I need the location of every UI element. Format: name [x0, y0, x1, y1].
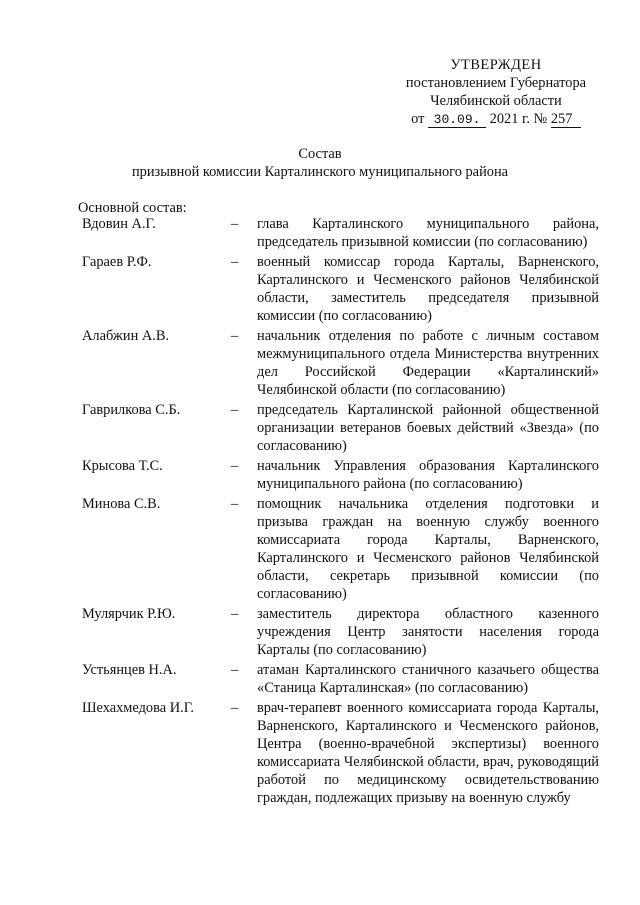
member-role: атаман Карталинского станичного казачьего общества «Станица Карталинская» (по согласованию)	[257, 662, 599, 696]
member-row	[0, 699, 640, 807]
heading-line-2: призывной комиссии Карталинского муниципального района	[131, 164, 509, 180]
member-name: Алабжин А.В.	[82, 328, 170, 344]
member-name: Минова С.В.	[82, 496, 161, 512]
approval-title: УТВЕРЖДЕН	[450, 57, 542, 73]
approval-date: 30.09.	[428, 112, 486, 128]
member-dash: –	[231, 254, 239, 270]
member-row	[0, 253, 640, 325]
member-row	[0, 605, 640, 659]
member-name: Крысова Т.С.	[82, 458, 163, 474]
member-name: Устьянцев Н.А.	[82, 662, 177, 678]
member-role: военный комиссар города Карталы, Варненского, Карталинского и Чесменского районов Челябинской области, заместитель председателя призывной комиссии (по согласованию)	[257, 254, 599, 324]
member-row	[0, 457, 640, 493]
member-row	[0, 495, 640, 603]
approval-prefix: от	[411, 111, 425, 127]
member-row	[0, 215, 640, 251]
approval-date-line	[396, 110, 596, 128]
member-dash: –	[231, 496, 239, 512]
member-row	[0, 661, 640, 697]
member-dash: –	[231, 700, 239, 716]
member-dash: –	[231, 662, 239, 678]
member-role: глава Карталинского муниципального района, председатель призывной комиссии (по согласованию)	[257, 216, 599, 250]
member-row	[0, 327, 640, 399]
member-role: председатель Карталинской районной общественной организации ветеранов боевых действий «Звезда» (по согласованию)	[257, 402, 599, 454]
member-name: Шехахмедова И.Г.	[82, 700, 194, 716]
member-role: врач-терапевт военного комиссариата города Карталы, Варненского, Карталинского и Чесменского районов, Центра (военно-врачебной экспертизы) военного комиссариата Челябинской области, врач, руководящий работой по медицинскому освидетельствованию граждан, подлежащих призыву на военную службу	[257, 700, 599, 806]
member-name: Гаврилкова С.Б.	[82, 402, 181, 418]
member-dash: –	[231, 458, 239, 474]
member-dash: –	[231, 328, 239, 344]
section-label: Основной состав:	[78, 200, 187, 216]
member-dash: –	[231, 216, 239, 232]
approval-stamp	[396, 56, 596, 128]
member-name: Мулярчик Р.Ю.	[82, 606, 176, 622]
member-dash: –	[231, 402, 239, 418]
member-row	[0, 401, 640, 455]
member-role: помощник начальника отделения подготовки и призыва граждан на военную службу военного комиссариата города Карталы, Варненского, Карталинского и Чесменского районов Челябинской области, секретарь призывной комиссии (по согласованию)	[257, 496, 599, 602]
member-name: Вдовин А.Г.	[82, 216, 156, 232]
member-role: начальник отделения по работе с личным составом межмуниципального отдела Министерства внутренних дел Российской Федерации «Карталинский» Челябинской области (по согласованию)	[257, 328, 599, 398]
member-role: начальник Управления образования Карталинского муниципального района (по согласованию)	[257, 458, 599, 492]
heading-line-1: Состав	[298, 146, 342, 162]
member-dash: –	[231, 606, 239, 622]
member-name: Гараев Р.Ф.	[82, 254, 152, 270]
approval-line-2: Челябинской области	[430, 93, 562, 109]
members-list	[0, 215, 640, 809]
approval-number: 257	[551, 112, 581, 128]
member-role: заместитель директора областного казенного учреждения Центр занятости населения города Карталы (по согласованию)	[257, 606, 599, 658]
approval-line-1: постановлением Губернатора	[405, 75, 587, 91]
approval-year: 2021 г. №	[489, 111, 548, 127]
document-heading	[0, 145, 640, 181]
